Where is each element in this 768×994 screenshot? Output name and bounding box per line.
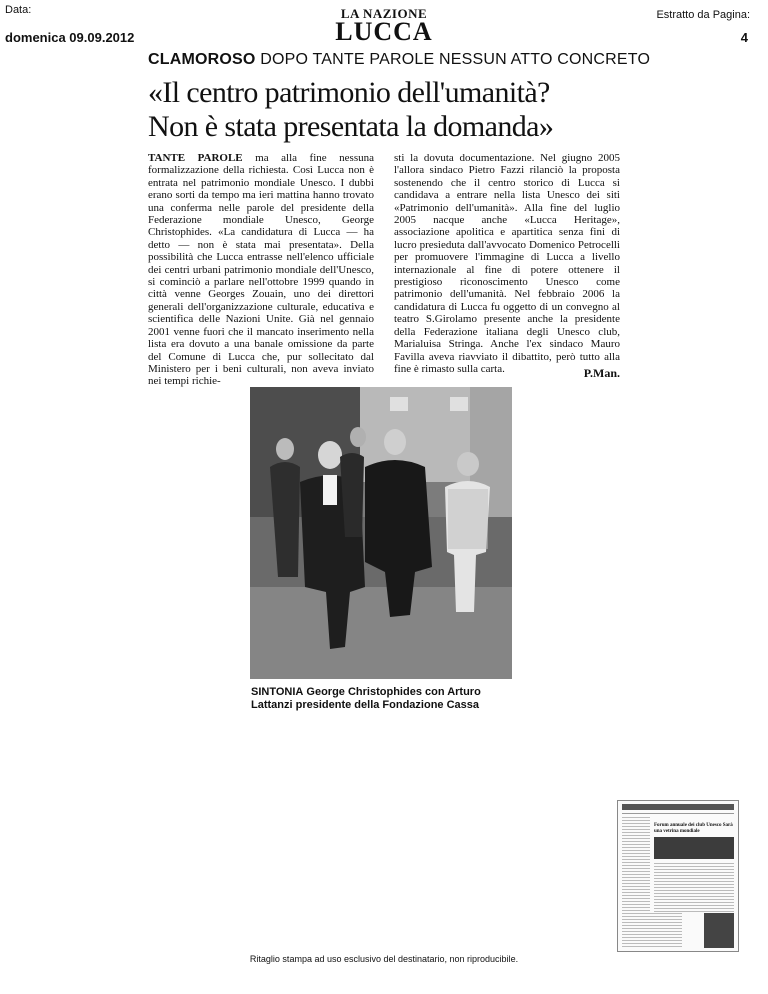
photo-caption [251, 686, 521, 712]
footer-disclaimer: Ritaglio stampa ad uso esclusivo del destinatario, non riproducibile. [249, 954, 519, 964]
thumbnail-title: Forum annuale dei club Unesco Sarà una vetrina mondiale [654, 823, 733, 834]
data-label: Data: [5, 4, 32, 16]
extract-label: Estratto da Pagina: [656, 9, 750, 21]
author-signature: P.Man. [583, 366, 620, 380]
article-kicker [148, 51, 650, 69]
edition-name: LUCCA [335, 17, 433, 46]
article-column-2 [394, 152, 620, 375]
article-headline [148, 76, 628, 144]
article-column-1 [148, 152, 374, 388]
article-photo [250, 387, 512, 679]
issue-date: domenica 09.09.2012 [5, 30, 135, 45]
newspaper-name: LA NAZIONE [340, 6, 428, 21]
kicker-text: DOPO TANTE PAROLE NESSUN ATTO CONCRETO [255, 51, 651, 68]
caption-bold: SINTONIA [251, 686, 304, 698]
page-number: 4 [740, 30, 748, 45]
page-thumbnail [617, 800, 739, 952]
headline-line-2: Non è stata presentata la domanda» [148, 110, 554, 143]
lead-bold: TANTE PAROLE [148, 152, 243, 164]
column-1-text: ma alla fine nessuna formalizzazione della richiesta. Così Lucca non è entrata nel patrimonio mondiale Unesco. I dubbi erano sorti da tempo ma ieri mattina hanno trovato una conferma nelle parole del presidente della Federazione mondiale Unesco, George Christophides. «La candidatura di Lucca — ha detto — non è stata mai presentata». Della possibilità che Lucca entrasse nell'elenco ufficiale dei centri urbani patrimonio mondiale dell'Unesco, si cominciò a parlare nell'ottobre 1999 quando in città venne Georges Zouain, uno dei direttori generali dell'organizzazione culturale, educativa e scientifica delle Nazioni Unite. Già nel gennaio 2001 venne fuori che il mancato inserimento nella lista era dovuto a una banale omissione da parte del Comune di Lucca che, pur sollecitato dal Ministero per i beni culturali, non aveva inviato nei tempi richie- [148, 152, 374, 388]
column-2-text: sti la dovuta documentazione. Nel giugno 2005 l'allora sindaco Pietro Fazzi rilanciò la proposta sostenendo che il centro storico di Lucca si candidava a entrare nella lista Unesco dei siti «Patrimonio dell'umanità». Alla fine del luglio 2005 nacque anche «Lucca Heritage», associazione apolitica e apartitica senza fini di lucro presieduta dall'avvocato Domenico Petrocelli per promuovere l'immagine di Lucca a livello internazionale al fine di potere ottenere il prestigioso riconoscimento Unesco come patrimonio dell'umanità. Nel febbraio 2006 la candidatura di Lucca fu oggetto di un convegno al teatro S.Girolamo presente anche la presidente della Federazione italiana degli Unesco club, Marialuisa Stringa. Anche l'ex sindaco Mauro Favilla aveva riavviato il dibattito, però tutto alla fine è rimasto sulla carta. [394, 152, 620, 375]
kicker-bold: CLAMOROSO [148, 51, 256, 68]
headline-line-1: «Il centro patrimonio dell'umanità? [148, 76, 550, 109]
caption-text: George Christophides con Arturo Lattanzi presidente della Fondazione Cassa [251, 686, 481, 711]
photo-illustration [250, 387, 512, 679]
